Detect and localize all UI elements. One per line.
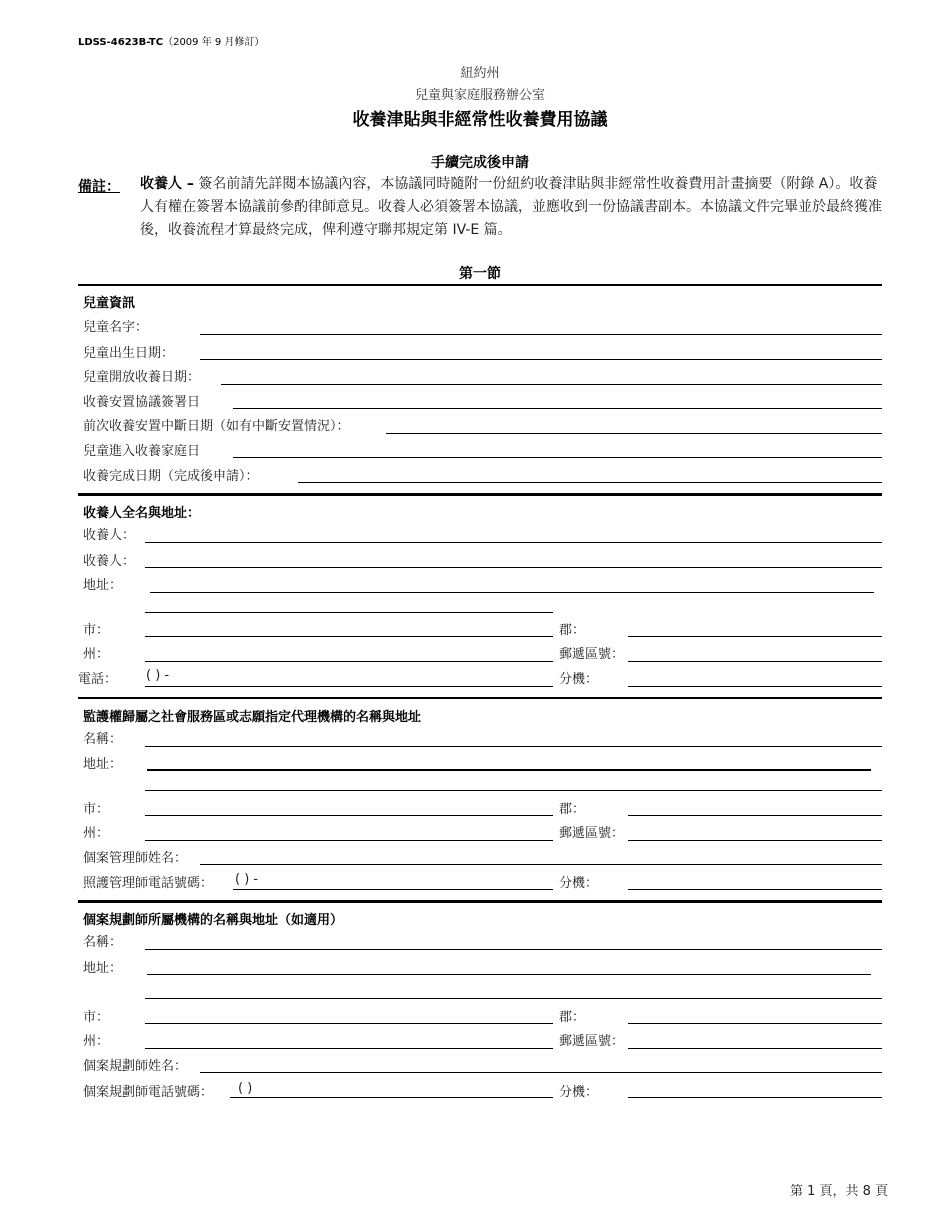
planner-county-field[interactable] xyxy=(628,1023,882,1024)
planner-name-label: 個案規劃師姓名： xyxy=(83,1059,188,1074)
agency-city-field[interactable] xyxy=(145,815,553,816)
note-text xyxy=(140,173,890,242)
section-divider xyxy=(78,697,882,699)
planner-county-label: 郡： xyxy=(559,1010,586,1025)
child-name-label: 兒童名字： xyxy=(83,320,149,335)
form-id xyxy=(78,33,264,48)
parent-county-field[interactable] xyxy=(628,636,882,637)
caseworker-name-field[interactable] xyxy=(200,864,882,865)
parent1-label: 收養人： xyxy=(83,528,136,543)
parent-city-field[interactable] xyxy=(145,636,553,637)
agency-address-label: 地址： xyxy=(83,757,123,772)
office-name: 兒童與家庭服務辦公室 xyxy=(414,88,545,103)
parents-heading: 收養人全名與地址： xyxy=(83,506,201,521)
parent-address-line2-field[interactable] xyxy=(145,612,553,613)
planner-phone-label: 個案規劃師電話號碼： xyxy=(83,1085,214,1100)
note-bold-prefix: 收養人 – xyxy=(140,176,194,192)
child-name-field[interactable] xyxy=(200,334,882,335)
agency-address-field[interactable] xyxy=(147,769,871,771)
agency-ext-label: 分機： xyxy=(559,876,599,891)
parent-phone-field[interactable] xyxy=(145,686,553,687)
caseworker-name-label: 個案管理師姓名： xyxy=(83,851,188,866)
agency-city-label: 市： xyxy=(83,802,110,817)
entered-home-field[interactable] xyxy=(233,457,882,458)
parent-city-label: 市： xyxy=(83,623,110,638)
parent2-field[interactable] xyxy=(145,567,882,568)
prior-disruption-field[interactable] xyxy=(386,433,882,434)
child-dob-label: 兒童出生日期： xyxy=(83,346,175,361)
parent-state-label: 州： xyxy=(83,647,110,662)
section-divider xyxy=(78,284,882,286)
planner-ext-label: 分機： xyxy=(559,1085,599,1100)
planner-address-field[interactable] xyxy=(147,974,871,975)
planner-agency-name-field[interactable] xyxy=(145,949,882,950)
section-divider xyxy=(78,493,882,496)
planner-state-label: 州： xyxy=(83,1034,110,1049)
agency-county-field[interactable] xyxy=(628,815,882,816)
parent-zip-field[interactable] xyxy=(628,661,882,662)
form-number: LDSS-4623B-TC xyxy=(78,37,164,48)
state-name: 紐約州 xyxy=(460,66,500,81)
available-date-field[interactable] xyxy=(221,384,882,385)
agency-zip-field[interactable] xyxy=(628,840,882,841)
child-dob-field[interactable] xyxy=(200,359,882,360)
planner-agency-name-label: 名稱： xyxy=(83,935,123,950)
planner-address-line2-field[interactable] xyxy=(145,998,882,999)
agency-heading: 監護權歸屬之社會服務區或志願指定代理機構的名稱與地址 xyxy=(83,710,422,725)
page-title: 收養津貼與非經常性收養費用協議 xyxy=(352,110,608,130)
agency-state-label: 州： xyxy=(83,826,110,841)
parent-address-field[interactable] xyxy=(150,592,874,593)
parent-phone-format: ( ) - xyxy=(146,668,170,683)
note-body: 簽名前請先詳閱本協議內容，本協議同時隨附一份紐約收養津貼與非經常性收養費用計畫摘要（附錄 A）。收養人有權在簽署本協議前參酌律師意見。收養人必須簽署本協議，並應收到一份協議書副本。本協議文件完畢並於最終獲准後，收養流程才算最終完成，俾利遵守聯邦規定第 IV-E 篇。 xyxy=(140,176,882,238)
parent-zip-label: 郵遞區號： xyxy=(559,647,625,662)
placement-agreement-label: 收養安置協議簽署日 xyxy=(83,395,201,410)
planner-address-label: 地址： xyxy=(83,961,123,976)
form-revision: （2009 年 9 月修訂） xyxy=(163,37,265,48)
parent-ext-field[interactable] xyxy=(628,686,882,687)
planner-city-field[interactable] xyxy=(145,1023,553,1024)
planner-heading: 個案規劃師所屬機構的名稱與地址（如適用） xyxy=(83,913,344,928)
parent-address-label: 地址： xyxy=(83,578,123,593)
available-date-label: 兒童開放收養日期： xyxy=(83,370,201,385)
entered-home-label: 兒童進入收養家庭日 xyxy=(83,444,201,459)
planner-name-field[interactable] xyxy=(200,1072,882,1073)
child-info-heading: 兒童資訊 xyxy=(83,296,136,311)
finalized-date-label: 收養完成日期（完成後申請）： xyxy=(83,469,259,484)
agency-ext-field[interactable] xyxy=(628,889,882,890)
parent2-label: 收養人： xyxy=(83,554,136,569)
planner-zip-label: 郵遞區號： xyxy=(559,1034,625,1049)
agency-zip-label: 郵遞區號： xyxy=(559,826,625,841)
agency-name-label: 名稱： xyxy=(83,732,123,747)
submit-note: 手續完成後申請 xyxy=(431,155,529,171)
section-divider xyxy=(78,900,882,903)
parent-ext-label: 分機： xyxy=(559,672,599,687)
prior-disruption-label: 前次收養安置中斷日期（如有中斷安置情況）： xyxy=(83,419,350,434)
caseworker-phone-label: 照護管理師電話號碼： xyxy=(83,876,214,891)
planner-zip-field[interactable] xyxy=(628,1048,882,1049)
page-number: 第 1 頁，共 8 頁 xyxy=(790,1184,889,1199)
planner-phone-format: ( ) xyxy=(238,1081,253,1096)
planner-state-field[interactable] xyxy=(145,1048,553,1049)
parent-state-field[interactable] xyxy=(145,661,553,662)
planner-city-label: 市： xyxy=(83,1010,110,1025)
section-title: 第一節 xyxy=(459,266,501,282)
planner-ext-field[interactable] xyxy=(628,1097,882,1098)
parent-county-label: 郡： xyxy=(559,623,586,638)
agency-name-field[interactable] xyxy=(145,746,882,747)
agency-state-field[interactable] xyxy=(145,840,553,841)
note-label: 備註： xyxy=(78,179,120,195)
caseworker-phone-format: ( ) - xyxy=(235,872,259,887)
placement-agreement-field[interactable] xyxy=(233,408,882,409)
planner-phone-field[interactable] xyxy=(230,1097,553,1098)
parent-phone-label: 電話： xyxy=(78,672,118,687)
agency-address-line2-field[interactable] xyxy=(145,790,882,791)
finalized-date-field[interactable] xyxy=(298,482,882,483)
parent1-field[interactable] xyxy=(145,542,882,543)
agency-county-label: 郡： xyxy=(559,802,586,817)
caseworker-phone-field[interactable] xyxy=(233,889,553,890)
